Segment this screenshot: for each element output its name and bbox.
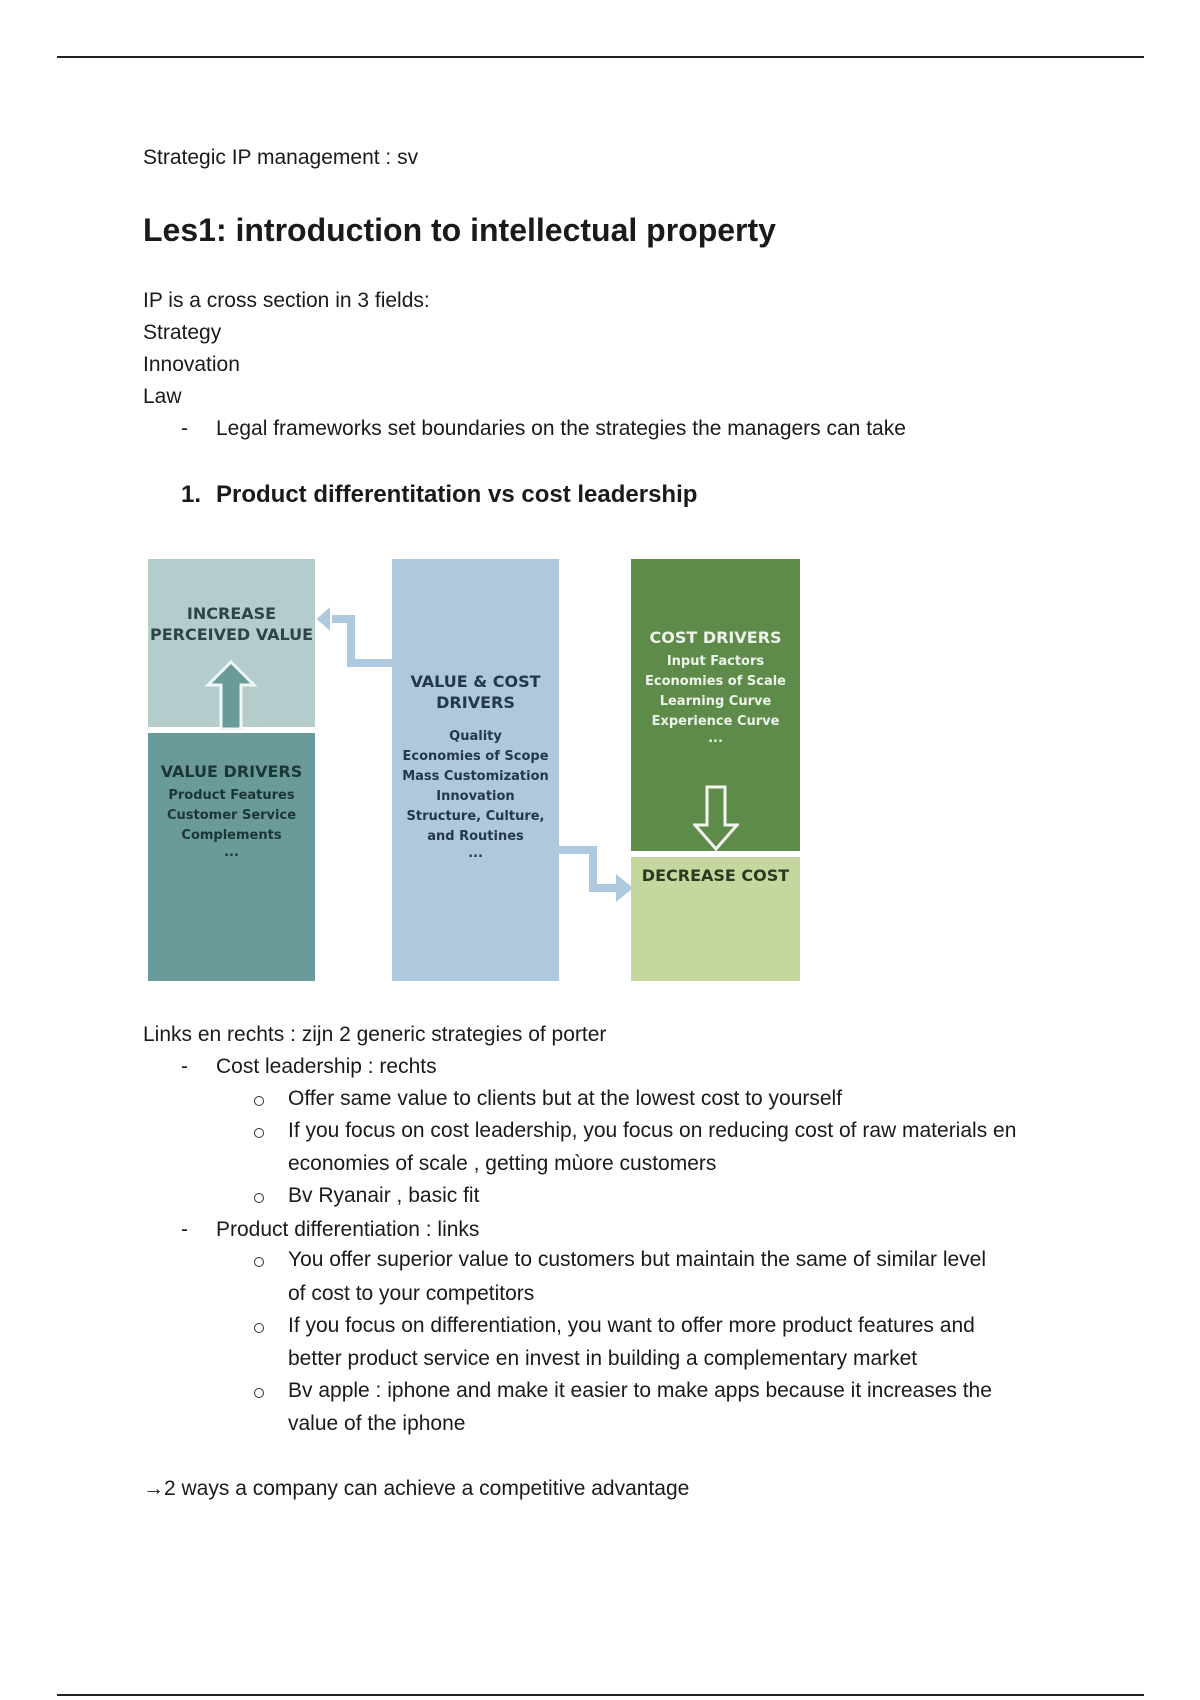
links-rechts-text: Links en rechts : zijn 2 generic strategies of porter [143,1023,607,1046]
center-item: Quality [449,729,502,744]
section-number: 1. [181,481,202,508]
cost-item-2-line-1: If you focus on cost leadership, you focus on reducing cost of raw materials en [288,1119,1017,1142]
cost-leadership-label: Cost leadership : rechts [216,1055,437,1078]
intro-text: IP is a cross section in 3 fields: [143,289,430,312]
value-drivers-title: VALUE DRIVERS [160,762,303,781]
field-law: Law [143,385,182,408]
value-driver-item: Customer Service [166,808,297,823]
center-ellipsis: ... [468,846,483,861]
cost-drivers-box [631,559,800,851]
diff-item-3-line-1: Bv apple : iphone and make it easier to make apps because it increases the [288,1379,992,1402]
cost-driver-item: Experience Curve [651,714,780,729]
dash-bullet: - [181,417,188,440]
circle-bullet [254,1257,264,1267]
bottom-rule [57,1694,1144,1696]
conclusion-text: →2 ways a company can achieve a competitive advantage [143,1477,690,1500]
center-item: Economies of Scope [402,749,549,764]
value-driver-item: Complements [181,828,282,843]
page-title: Les1: introduction to intellectual property [143,212,776,248]
center-title-line-2: DRIVERS [436,693,515,712]
top-rule [57,56,1144,58]
circle-bullet [254,1323,264,1333]
section-heading [181,480,697,510]
field-innovation: Innovation [143,353,240,376]
decrease-cost-box [631,857,800,981]
cost-driver-item: Learning Curve [659,694,772,709]
center-title-line-1: VALUE & COST [410,672,541,691]
value-driver-item: Product Features [168,788,295,803]
center-item: and Routines [427,829,524,844]
field-strategy: Strategy [143,321,222,344]
cost-item-1: Offer same value to clients but at the lowest cost to yourself [288,1087,843,1110]
diff-item-2-line-1: If you focus on differentiation, you want to offer more product features and [288,1314,975,1337]
circle-bullet [254,1096,264,1106]
circle-bullet [254,1193,264,1203]
dash-bullet: - [181,1055,188,1078]
decrease-cost-title: DECREASE COST [641,866,790,885]
center-item: Mass Customization [402,769,549,784]
diff-item-2-line-2: better product service en invest in building a complementary market [288,1347,918,1370]
section-title: Product differentitation vs cost leadership [216,481,698,508]
cost-drivers-title: COST DRIVERS [649,628,782,647]
center-items-list [392,727,559,861]
header-line: Strategic IP management : sv [143,146,419,169]
center-item: Innovation [436,789,515,804]
cost-drivers-list [631,652,800,746]
value-cost-drivers-box [392,559,559,981]
cost-driver-item: Economies of Scale [644,674,786,689]
cost-driver-item: Input Factors [666,654,765,669]
down-arrow-icon [693,785,739,851]
increase-title-line-1: INCREASE [186,604,277,623]
diff-item-3-line-2: value of the iphone [288,1412,466,1435]
diff-item-1-line-2: of cost to your competitors [288,1282,535,1305]
cost-drivers-ellipsis: ... [708,731,723,746]
product-diff-label: Product differentiation : links [216,1218,480,1241]
circle-bullet [254,1388,264,1398]
cost-item-2-line-2: economies of scale , getting mùore customers [288,1152,717,1175]
value-drivers-ellipsis: ... [224,845,239,860]
center-item: Structure, Culture, [406,809,545,824]
law-bullet-text: Legal frameworks set boundaries on the strategies the managers can take [216,417,906,440]
increase-title-line-2: PERCEIVED VALUE [150,625,313,644]
cost-item-3: Bv Ryanair , basic fit [288,1184,480,1207]
circle-bullet [254,1128,264,1138]
dash-bullet: - [181,1218,188,1241]
diff-item-1-line-1: You offer superior value to customers but maintain the same of similar level [288,1248,987,1271]
up-arrow-icon [208,662,254,729]
value-cost-drivers-diagram [145,557,805,982]
